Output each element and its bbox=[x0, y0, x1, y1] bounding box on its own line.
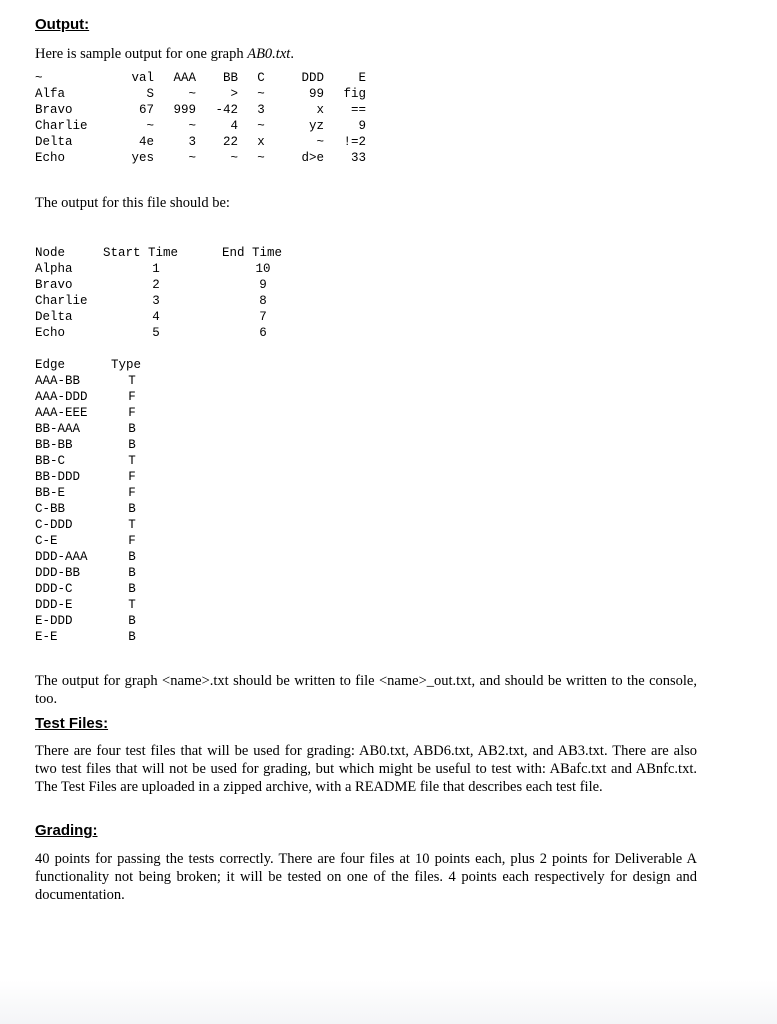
sample-cell: x bbox=[257, 135, 265, 149]
sample-cell: yes bbox=[131, 151, 154, 165]
node-start: 1 bbox=[152, 262, 160, 276]
sample-cell: ~ bbox=[257, 151, 265, 165]
sample-cell: 3 bbox=[188, 135, 196, 149]
end-time-header: End Time bbox=[222, 246, 283, 260]
output-intro-suffix: . bbox=[290, 46, 294, 62]
node-end: 9 bbox=[259, 278, 267, 292]
node-start: 3 bbox=[152, 294, 160, 308]
edge-type: F bbox=[128, 390, 136, 404]
sample-cell: ~ bbox=[316, 135, 324, 149]
node-name: Delta bbox=[35, 310, 73, 324]
edge-type: B bbox=[128, 438, 136, 452]
edge-type: B bbox=[128, 582, 136, 596]
sample-cell: ~ bbox=[188, 87, 196, 101]
node-name: Bravo bbox=[35, 278, 73, 292]
sample-header-corner: ~ bbox=[35, 71, 43, 85]
edge-name: BB-BB bbox=[35, 438, 73, 452]
sample-header-aaa: AAA bbox=[173, 71, 196, 85]
edge-type: F bbox=[128, 406, 136, 420]
sample-cell: == bbox=[350, 103, 366, 117]
sample-cell: x bbox=[316, 103, 324, 117]
node-start: 2 bbox=[152, 278, 160, 292]
node-header: Node bbox=[35, 246, 66, 260]
sample-cell: 33 bbox=[350, 151, 366, 165]
edge-name: AAA-EEE bbox=[35, 406, 88, 420]
edge-type: B bbox=[128, 566, 136, 580]
edge-name: C-BB bbox=[35, 502, 66, 516]
edge-name: E-E bbox=[35, 630, 58, 644]
sample-header-bb: BB bbox=[222, 71, 238, 85]
node-name: Echo bbox=[35, 326, 66, 340]
sample-header-ddd: DDD bbox=[301, 71, 324, 85]
edge-type: T bbox=[128, 518, 136, 532]
type-header: Type bbox=[111, 358, 142, 372]
grading-heading: Grading: bbox=[35, 822, 98, 839]
sample-cell: S bbox=[146, 87, 154, 101]
sample-cell: -42 bbox=[215, 103, 238, 117]
edge-name: AAA-DDD bbox=[35, 390, 88, 404]
edge-name: DDD-AAA bbox=[35, 550, 88, 564]
sample-cell: ~ bbox=[257, 119, 265, 133]
edge-type: T bbox=[128, 598, 136, 612]
page-bottom-shade bbox=[0, 980, 777, 1024]
node-start: 4 bbox=[152, 310, 160, 324]
edge-name: E-DDD bbox=[35, 614, 73, 628]
output-heading: Output: bbox=[35, 16, 90, 33]
edge-name: BB-DDD bbox=[35, 470, 81, 484]
edge-type: B bbox=[128, 422, 136, 436]
edge-type: T bbox=[128, 454, 136, 468]
sample-cell: 99 bbox=[308, 87, 324, 101]
edge-header: Edge bbox=[35, 358, 66, 372]
sample-cell: 67 bbox=[138, 103, 154, 117]
edge-type: B bbox=[128, 502, 136, 516]
sample-row-label: Delta bbox=[35, 135, 73, 149]
sample-cell: ~ bbox=[230, 151, 238, 165]
edge-type: F bbox=[128, 486, 136, 500]
edge-type: F bbox=[128, 534, 136, 548]
sample-cell: 4e bbox=[138, 135, 154, 149]
edge-name: DDD-C bbox=[35, 582, 73, 596]
edge-type: B bbox=[128, 614, 136, 628]
sample-header-val: val bbox=[131, 71, 154, 85]
edge-name: C-E bbox=[35, 534, 58, 548]
edge-name: C-DDD bbox=[35, 518, 73, 532]
node-end: 10 bbox=[255, 262, 271, 276]
output-caption: The output for this file should be: bbox=[35, 195, 230, 211]
output-intro-prefix: Here is sample output for one graph bbox=[35, 46, 248, 62]
sample-cell: ~ bbox=[188, 119, 196, 133]
edge-name: BB-C bbox=[35, 454, 66, 468]
edge-name: DDD-BB bbox=[35, 566, 81, 580]
edge-type: T bbox=[128, 374, 136, 388]
sample-cell: !=2 bbox=[343, 135, 366, 149]
node-end: 7 bbox=[259, 310, 267, 324]
sample-cell: > bbox=[230, 87, 238, 101]
node-end: 6 bbox=[259, 326, 267, 340]
grading-text: 40 points for passing the tests correctly. There are four files at 10 points each, plus 2 points for Deliverable A functionality not being broken; it will be tested on one of the files. 4 points each respectively for design and documentation. bbox=[35, 851, 697, 903]
output-intro-file: AB0.txt bbox=[247, 46, 291, 62]
sample-header-e: E bbox=[358, 71, 366, 85]
sample-row-label: Charlie bbox=[35, 119, 88, 133]
sample-row-label: Alfa bbox=[35, 87, 66, 101]
sample-cell: fig bbox=[343, 87, 366, 101]
sample-cell: 9 bbox=[358, 119, 366, 133]
edge-name: BB-E bbox=[35, 486, 66, 500]
sample-cell: ~ bbox=[257, 87, 265, 101]
sample-cell: 22 bbox=[222, 135, 238, 149]
start-time-header: Start Time bbox=[103, 246, 179, 260]
edge-type: F bbox=[128, 470, 136, 484]
edge-type: B bbox=[128, 550, 136, 564]
edge-type: B bbox=[128, 630, 136, 644]
node-start: 5 bbox=[152, 326, 160, 340]
sample-cell: 999 bbox=[173, 103, 196, 117]
sample-row-label: Bravo bbox=[35, 103, 73, 117]
sample-cell: ~ bbox=[146, 119, 154, 133]
sample-cell: yz bbox=[308, 119, 324, 133]
edge-name: AAA-BB bbox=[35, 374, 81, 388]
sample-cell: 3 bbox=[257, 103, 265, 117]
node-name: Charlie bbox=[35, 294, 88, 308]
edge-name: DDD-E bbox=[35, 598, 73, 612]
sample-cell: 4 bbox=[230, 119, 238, 133]
output-note: The output for graph <name>.txt should be written to file <name>_out.txt, and should be written to the console, too. bbox=[35, 673, 697, 707]
sample-row-label: Echo bbox=[35, 151, 66, 165]
node-name: Alpha bbox=[35, 262, 73, 276]
test-files-heading: Test Files: bbox=[35, 715, 109, 732]
sample-header-c: C bbox=[257, 71, 265, 85]
sample-cell: ~ bbox=[188, 151, 196, 165]
test-files-text: There are four test files that will be used for grading: AB0.txt, ABD6.txt, AB2.txt, and AB3.txt. There are also two test files that will not be used for grading, but which might be useful to test with: ABafc.txt and ABnfc.txt. The Test Files are uploaded in a zipped archive, with a README file that describes each test file. bbox=[35, 743, 697, 795]
edge-name: BB-AAA bbox=[35, 422, 81, 436]
node-end: 8 bbox=[259, 294, 267, 308]
sample-cell: d>e bbox=[301, 151, 324, 165]
